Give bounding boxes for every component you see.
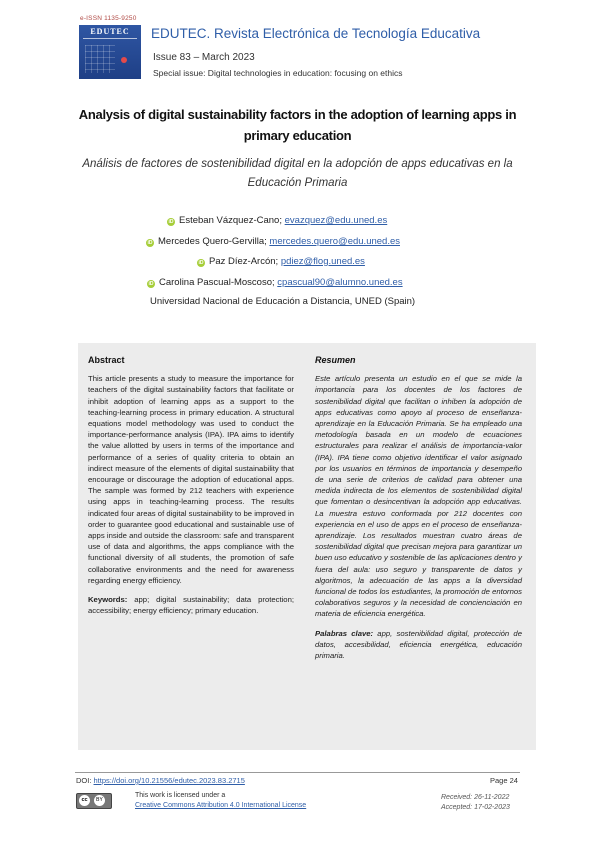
submission-dates: [441, 793, 510, 813]
author-email-link[interactable]: evazquez@edu.uned.es: [284, 215, 388, 226]
abstract-text: This article presents a study to measure the importance for teachers of the digital sustainability factors that facilitate or inhibit adoption of learning apps as a support to the teaching-learning process in primary education. A structural equations model methodology was used to conduct the importance-performance analysis (IPA). IPA aims to identify the value allotted by users in terms of the importance and performance of a series of quality criteria to obtain an indirect measure of the elements of digital sustainability that encourage or discourage the adoption of educational apps. The sample was formed by 212 teachers with experience using apps in teaching-learning process. The results indicated four areas of digital sustainability to be improved in order to guarantee good educational and sustainable use of apps inside and outside the classroom: safe and transparent use of data and algorithms, the apps compliance with the functional diversity of all students, the promotion of safe collaborative environments and the need for awareness regarding energy efficiency.: [88, 374, 294, 585]
author-2: [146, 236, 400, 247]
author-name: Esteban Vázquez-Cano;: [179, 215, 285, 226]
logo-text: EDUTEC: [90, 27, 130, 36]
doi-link[interactable]: https://doi.org/10.21556/edutec.2023.83.2715: [93, 776, 245, 785]
orcid-icon[interactable]: iD: [168, 219, 174, 225]
issue-number: Issue 83 – March 2023: [153, 52, 255, 63]
orcid-icon[interactable]: iD: [198, 260, 204, 266]
affiliation: Universidad Nacional de Educación a Distancia, UNED (Spain): [150, 296, 416, 307]
resumen-text: Este artículo presenta un estudio en el que se mide la importancia para los docentes de los factores de sostenibilidad digital que facilitan o inhiben la adopción de apps educativas como apoyo al proceso de enseñanza-aprendizaje en la Educación Primaria. Se ha empleado una metodología basada en un modelo de ecuaciones estructurales para realizar el análisis de importancia-valor (IPA). IPA tiene como objetivo identificar el valor asignado por los usuarios en términos de importancia y desempeño de una serie de criterios de calidad para obtener una medida indirecta de los elementos de sostenibilidad digital que fomentan o desincentivan la adopción app educativas. La muestra estuvo conformada por 212 docentes con experiencia en el uso de apps en el proceso de enseñanza-aprendizaje. Los resultados muestran cuatro áreas de sostenibilidad digital que precisan mejora para garantizar un buen uso educativo y sostenible de las aplicaciones dentro y fuera del aula: uso seguro y transparente de datos y algoritmos, la adecuación de las apps a la diversidad funcional de todos los estudiantes, la promoción de entornos colaborativos seguros y la necesidad de concienciación en materia de eficiencia energética.: [315, 374, 522, 619]
author-email-link[interactable]: cpascual90@alumno.uned.es: [277, 277, 403, 288]
license-text: This work is licensed under a: [135, 792, 226, 799]
author-name: Carolina Pascual-Moscoso;: [159, 277, 278, 288]
page-number: Page 24: [490, 776, 518, 785]
article-title-spanish: Análisis de factores de sostenibilidad digital en la adopción de apps educativas en la Educación Primaria: [82, 158, 513, 189]
footer-divider: [75, 772, 520, 773]
issn: e-ISSN 1135-9250: [80, 15, 137, 22]
license-link[interactable]: Creative Commons Attribution 4.0 International License: [135, 802, 307, 809]
accepted-date: Accepted: 17-02-2023: [441, 804, 510, 811]
doi-label: DOI:: [76, 776, 94, 785]
author-1: [167, 215, 387, 226]
orcid-icon[interactable]: iD: [147, 240, 153, 246]
author-name: Paz Díez-Arcón;: [209, 256, 281, 267]
author-3: [197, 256, 365, 267]
cc-icon: cc: [79, 795, 90, 806]
special-issue: Special issue: Digital technologies in education: focusing on ethics: [153, 68, 403, 78]
journal-title: EDUTEC. Revista Electrónica de Tecnología Educativa: [151, 26, 481, 41]
abstract-spanish: [315, 355, 522, 661]
doi: [76, 776, 245, 785]
orcid-icon[interactable]: iD: [148, 281, 154, 287]
keywords: [88, 594, 294, 616]
journal-logo: [79, 25, 141, 79]
abstract-heading: Abstract: [88, 355, 125, 365]
author-name: Mercedes Quero-Gervilla;: [158, 236, 270, 247]
logo-divider: [83, 38, 137, 39]
author-email-link[interactable]: mercedes.quero@edu.uned.es: [269, 236, 400, 247]
author-4: [147, 277, 403, 288]
article-title: Analysis of digital sustainability factors in the adoption of learning apps in primary education: [78, 107, 517, 143]
keywords-list: app; digital sustainability; data protection; accessibility; energy efficiency; primary education.: [88, 595, 294, 616]
palabras-clave: [315, 628, 522, 662]
logo-grid-graphic: [85, 45, 115, 73]
by-attribution-icon: BY: [94, 795, 105, 806]
cc-license-badge[interactable]: [76, 793, 112, 809]
license-notice: [135, 791, 306, 811]
author-email-link[interactable]: pdiez@flog.uned.es: [280, 256, 365, 267]
logo-dot-graphic: [121, 57, 127, 63]
palabras-clave-list: app, sostenibilidad digital, protección de datos, accesibilidad, eficiencia energética, educación primaria.: [315, 628, 522, 661]
keywords-label: Keywords:: [88, 595, 128, 605]
abstract-english: [88, 355, 294, 616]
received-date: Received: 26-11-2022: [441, 794, 510, 801]
palabras-clave-label: Palabras clave:: [315, 628, 374, 638]
resumen-heading: Resumen: [315, 355, 356, 365]
